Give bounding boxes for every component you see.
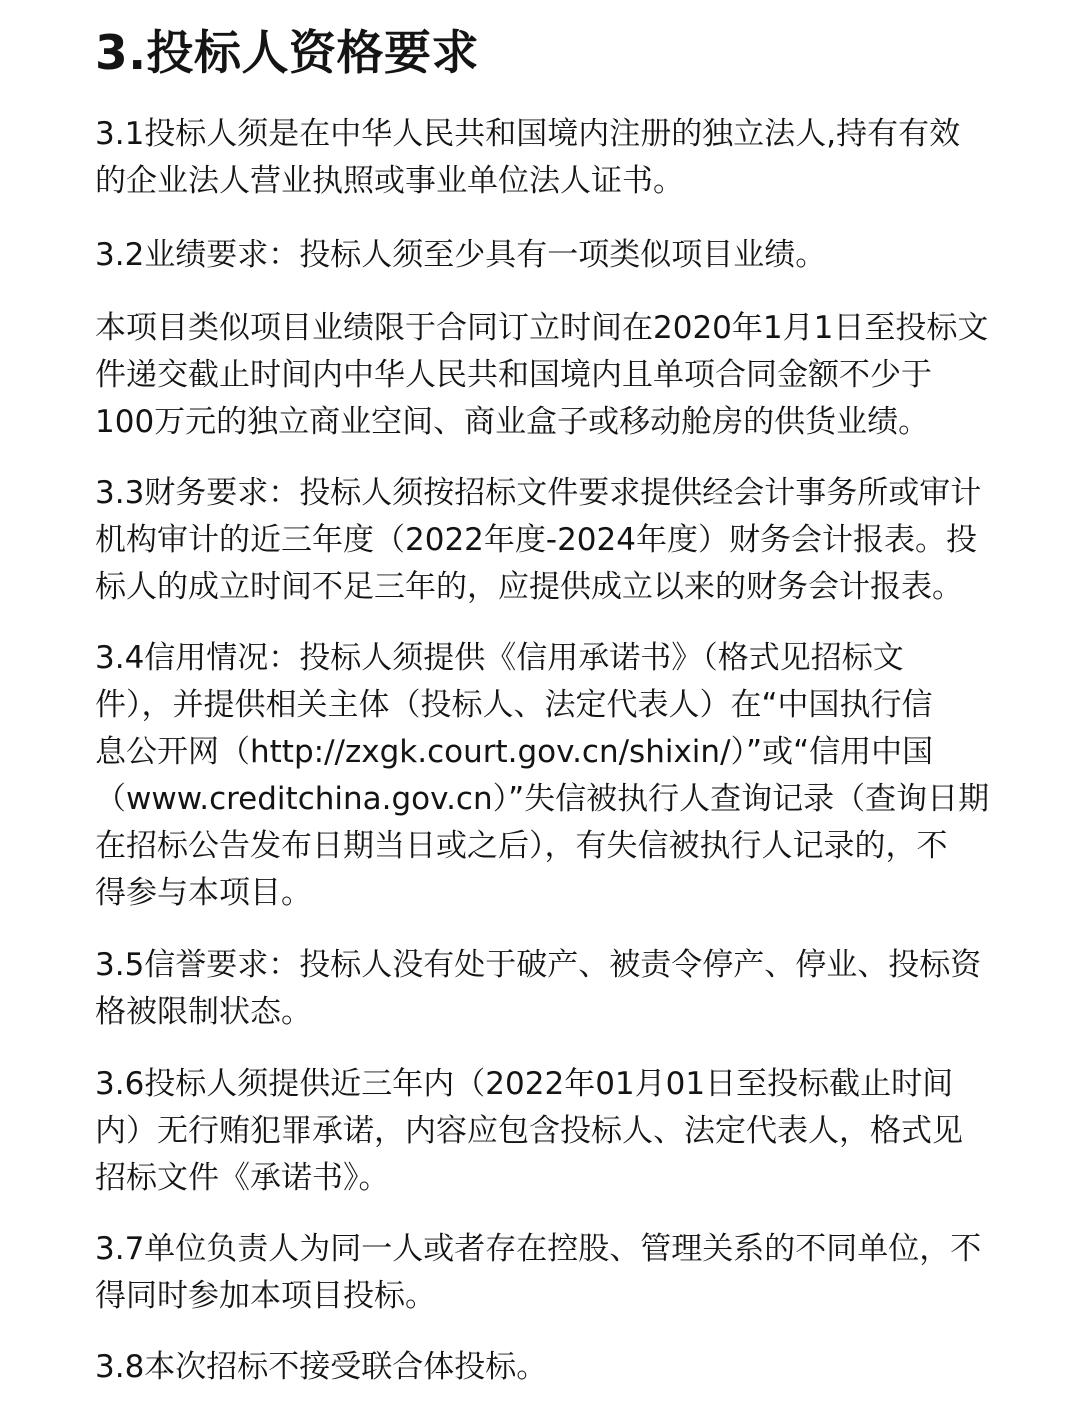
paragraph-3-7: 3.7单位负责人为同一人或者存在控股、管理关系的不同单位，不 得同时参加本项目投标。 <box>95 1231 982 1314</box>
paragraph-3-2: 3.2业绩要求：投标人须至少具有一项类似项目业绩。 <box>95 237 827 273</box>
section-title: 3.投标人资格要求 <box>95 26 480 81</box>
paragraph-3-5: 3.5信誉要求：投标人没有处于破产、被责令停产、停业、投标资 格被限制状态。 <box>95 947 982 1030</box>
paragraph-3-4: 3.4信用情况：投标人须提供《信用承诺书》（格式见招标文 件），并提供相关主体（投标人、法定代表人）在“中国执行信 息公开网（http://zxgk.court.gov.cn/shixin/）”或“信用中国 （www.creditchina.gov.cn）”失信被执行人查询记录（查询日期 在招标公告发布日期当日或之后），有失信被执行人记录的，不 得参与本项目。 <box>95 640 990 911</box>
paragraph-3-1: 3.1投标人须是在中华人民共和国境内注册的独立法人,持有有效 的企业法人营业执照或事业单位法人证书。 <box>95 116 961 199</box>
paragraph-3-6: 3.6投标人须提供近三年内（2022年01月01日至投标截止时间 内）无行贿犯罪承诺，内容应包含投标人、法定代表人，格式见 招标文件《承诺书》。 <box>95 1066 963 1196</box>
paragraph-performance-detail: 本项目类似项目业绩限于合同订立时间在2020年1月1日至投标文 件递交截止时间内中华人民共和国境内且单项合同金额不少于 100万元的独立商业空间、商业盒子或移动舱房的供货业绩。 <box>95 310 989 440</box>
paragraph-3-8: 3.8本次招标不接受联合体投标。 <box>95 1349 548 1385</box>
paragraph-3-3: 3.3财务要求：投标人须按招标文件要求提供经会计事务所或审计 机构审计的近三年度（2022年度-2024年度）财务会计报表。投 标人的成立时间不足三年的，应提供成立以来的财务会计报表。 <box>95 475 982 605</box>
